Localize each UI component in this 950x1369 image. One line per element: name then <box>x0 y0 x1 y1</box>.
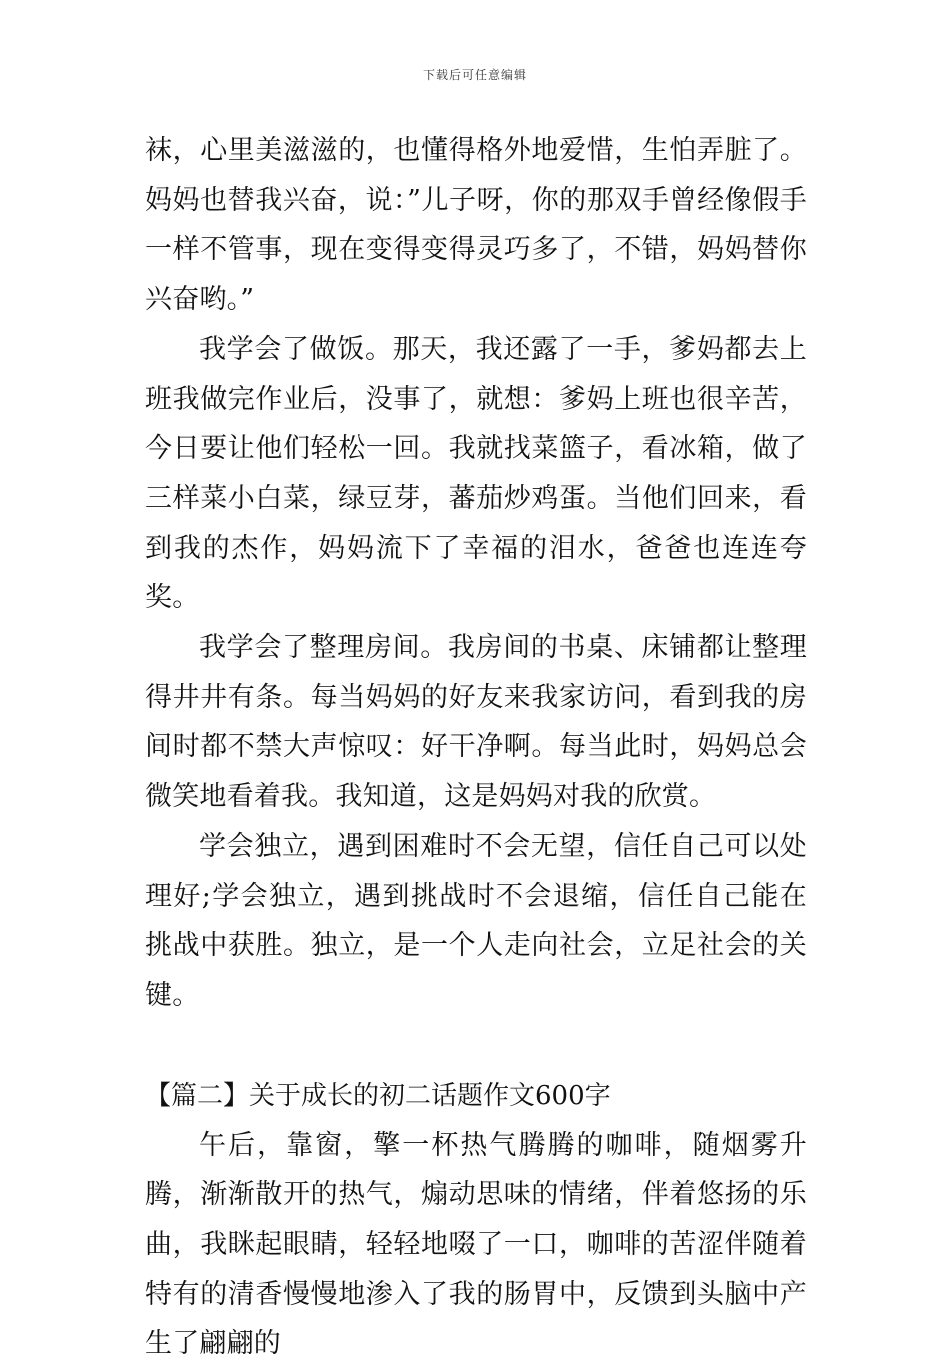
paragraph-continuation: 袜，心里美滋滋的，也懂得格外地爱惜，生怕弄脏了。妈妈也替我兴奋，说：”儿子呀，你的那双手曾经像假手一样不管事，现在变得变得灵巧多了，不错，妈妈替你兴奋哟。” <box>145 135 807 316</box>
paragraph-room: 我学会了整理房间。我房间的书桌、床铺都让整理得井井有条。每当妈妈的好友来我家访问，看到我的房间时都不禁大声惊叹：好干净啊。每当此时，妈妈总会微笑地看着我。我知道，这是妈妈对我的欣赏。 <box>145 632 807 813</box>
paragraph-afternoon: 午后，靠窗，擎一杯热气腾腾的咖啡，随烟雾升腾，渐渐散开的热气，煽动思味的情绪，伴着悠扬的乐曲，我眯起眼睛，轻轻地啜了一口，咖啡的苦涩伴随着特有的清香慢慢地渗入了我的肠胃中，反馈到头脑中产生了翩翩的 <box>145 1129 807 1360</box>
section-gap <box>145 1021 807 1072</box>
document-body <box>145 126 807 1369</box>
section-heading: 【篇二】关于成长的初二话题作文600字 <box>145 1080 611 1111</box>
page-header: 下载后可任意编辑 <box>422 68 527 82</box>
paragraph-cooking: 我学会了做饭。那天，我还露了一手，爹妈都去上班我做完作业后，没事了，就想：爹妈上班也很辛苦，今日要让他们轻松一回。我就找菜篮子，看冰箱，做了三样菜小白菜，绿豆芽，蕃茄炒鸡蛋。当他们回来，看到我的杰作，妈妈流下了幸福的泪水，爸爸也连连夸奖。 <box>145 333 807 614</box>
paragraph-independence: 学会独立，遇到困难时不会无望，信任自己可以处理好;学会独立，遇到挑战时不会退缩，信任自己能在挑战中获胜。独立，是一个人走向社会，立足社会的关键。 <box>145 830 807 1011</box>
